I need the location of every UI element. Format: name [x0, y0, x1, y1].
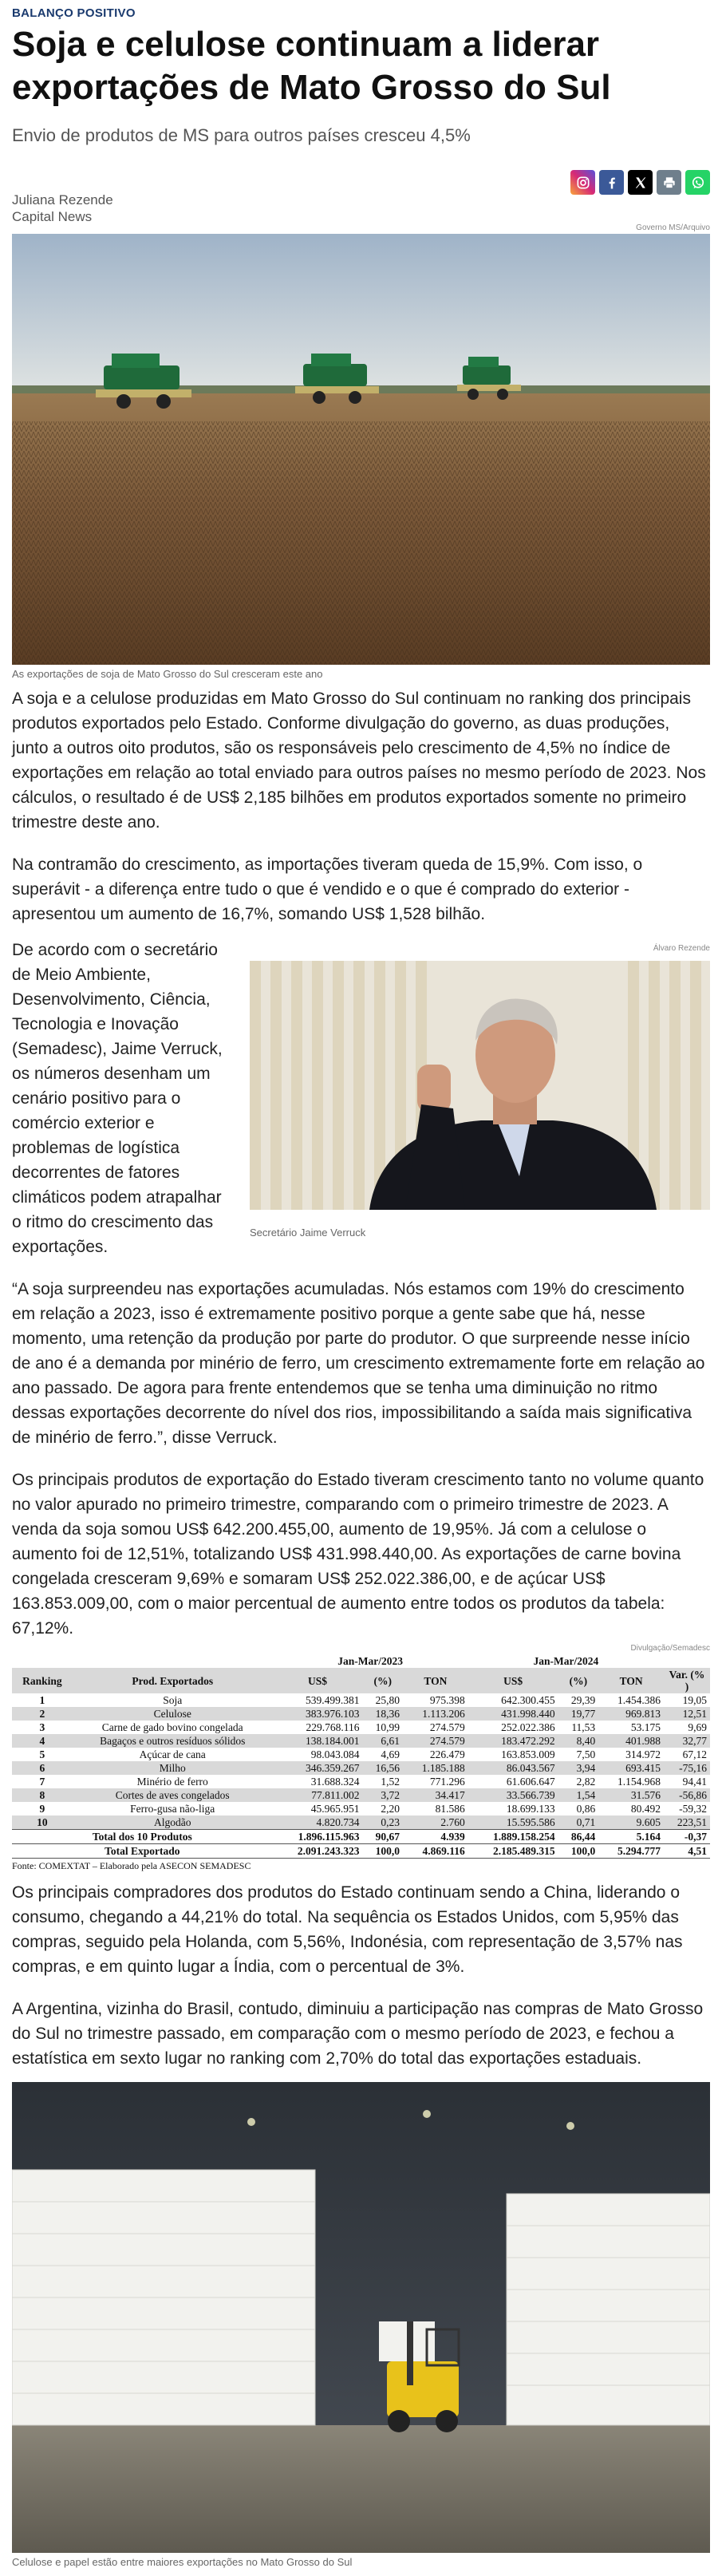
table-cell: 4.820.734 [273, 1815, 363, 1830]
table-cell: 100,0 [558, 1844, 599, 1859]
table-cell: -0,37 [664, 1830, 710, 1844]
table-row [12, 1734, 710, 1748]
table-cell: 61.606.647 [506, 1776, 555, 1788]
table-cell: 5 [39, 1748, 45, 1760]
paragraph: De acordo com o secretário de Meio Ambiente, Desenvolvimento, Ciência, Tecnologia e Inovação (Semadesc), Jaime Verruck, os números desenham um cenário positivo para o comércio exterior e problemas de logística decorrentes de fatores climáticos podem atrapalhar o ritmo do crescimento das exportações. [12, 941, 223, 1256]
facebook-icon[interactable] [599, 170, 624, 195]
paragraph: “A soja surpreendeu nas exportações acumuladas. Nós estamos com 19% do crescimento em relação a 2023, isso é extremamente positivo porque a gente sabe que há, nesse momento, uma retenção da produção por parte do produtor. O que surpreende nesse início de ano é a demanda por minério de ferro, um crescimento extremamente forte em relação ao ano passado. De agora para frente entendemos que se tenha uma diminuição no ritmo dessas exportações decorrente do nível dos rios, impossibilitando a saída mais significativa de minério de ferro.”, disse Verruck. [12, 1280, 705, 1447]
table-cell: 12,51 [664, 1707, 710, 1721]
table-cell: 0,23 [362, 1815, 403, 1830]
table-row [12, 1748, 710, 1761]
table-cell: Total dos 10 Produtos [12, 1830, 273, 1844]
table-cell: 9 [39, 1803, 45, 1815]
table-cell: 314.972 [625, 1748, 661, 1760]
outlet-name: Capital News [12, 209, 93, 224]
table-cell: 0,86 [576, 1803, 596, 1815]
paragraph: Os principais compradores dos produtos do Estado continuam sendo a China, liderando o consumo, chegando a 44,21% do total. Na sequência os Estados Unidos, com 5,95% das compras, seguido pela Holanda, com 5,56%, Indonésia, com representação de 3,57% nas compras, e em quinto lugar a Índia, com o percentual de 3%. [12, 1883, 683, 1976]
table-cell: 16,56 [362, 1761, 403, 1775]
x-icon[interactable] [628, 170, 653, 195]
table-cell: 5.164 [598, 1830, 664, 1844]
table-cell: 2,20 [381, 1803, 400, 1815]
table-cell: 67,12 [682, 1748, 707, 1760]
table-cell: 0,71 [558, 1815, 599, 1830]
table-cell: Açúcar de cana [139, 1748, 206, 1760]
secretary-photo [250, 961, 710, 1217]
article-kicker: BALANÇO POSITIVO [12, 6, 136, 20]
table-cell: 6,61 [362, 1734, 403, 1748]
table-cell: 80.492 [630, 1803, 661, 1815]
table-cell: 138.184.001 [273, 1734, 363, 1748]
table-cell: Algodão [73, 1815, 273, 1830]
table-cell: 90,67 [362, 1830, 403, 1844]
table-cell: 642.300.455 [501, 1694, 555, 1706]
table-cell: 1 [39, 1694, 45, 1706]
col-header: US$ [273, 1668, 363, 1693]
secretary-section [12, 938, 710, 1259]
table-cell: -56,86 [664, 1788, 710, 1802]
table-cell: 401.988 [598, 1734, 664, 1748]
table-cell: 2.760 [403, 1815, 468, 1830]
table-cell: 81.586 [435, 1803, 465, 1815]
table-cell: 1.113.206 [403, 1707, 468, 1721]
table-row [12, 1693, 710, 1707]
table-source: Fonte: COMEXTAT – Elaborado pela ASECON SEMADESC [12, 1858, 710, 1872]
table-cell: Minério de ferro [136, 1776, 208, 1788]
table-cell: 7 [39, 1776, 45, 1788]
table-cell: 1,54 [558, 1788, 599, 1802]
table-cell: 7,50 [576, 1748, 596, 1760]
table-cell: Carne de gado bovino congelada [101, 1721, 243, 1733]
table-cell: 183.472.292 [468, 1734, 558, 1748]
table-cell: 4,51 [664, 1844, 710, 1859]
col-header: TON [598, 1668, 664, 1693]
table-cell: 18.699.133 [506, 1803, 555, 1815]
table-cell: 274.579 [403, 1734, 468, 1748]
secretary-figure [250, 938, 710, 1245]
table-cell: 3 [39, 1721, 45, 1733]
table-cell: 1.154.968 [617, 1776, 661, 1788]
article-subtitle: Envio de produtos de MS para outros países cresceu 4,5% [12, 125, 471, 145]
table-period-row [12, 1654, 710, 1668]
period-2024: Jan-Mar/2024 [468, 1654, 664, 1668]
table-row [12, 1802, 710, 1815]
col-header: Ranking [12, 1668, 73, 1693]
table-cell: 4,69 [381, 1748, 400, 1760]
table-cell: 274.579 [429, 1721, 465, 1733]
table-cell: 5.294.777 [598, 1844, 664, 1859]
table-cell: 34.417 [403, 1788, 468, 1802]
paragraph: A Argentina, vizinha do Brasil, contudo, diminuiu a participação nas compras de Mato Grosso do Sul no trimestre passado, em comparação com o mesmo período de 2023, e fechou a estatística em sexto lugar no ranking com 2,70% do total das exportações estaduais. [12, 2000, 704, 2068]
table-cell: 229.768.116 [306, 1721, 360, 1733]
table-cell: 2.185.489.315 [468, 1844, 558, 1859]
table-cell: 1.454.386 [617, 1694, 661, 1706]
col-header: (%) [362, 1668, 403, 1693]
soybean-harvest-photo [12, 234, 710, 665]
table-cell: 86,44 [558, 1830, 599, 1844]
table-cell: 9,69 [688, 1721, 707, 1733]
table-cell: 8,40 [558, 1734, 599, 1748]
table-cell: 45.965.951 [310, 1803, 360, 1815]
period-2023: Jan-Mar/2023 [273, 1654, 468, 1668]
table-cell: 2,82 [576, 1776, 596, 1788]
article-title: Soja e celulose continuam a liderar exportações de Mato Grosso do Sul [12, 25, 611, 107]
table-row [12, 1707, 710, 1721]
table-cell: 4.869.116 [403, 1844, 468, 1859]
col-header: Var. (% ) [664, 1668, 710, 1693]
table-row [12, 1721, 710, 1734]
table-cell: Bagaços e outros resíduos sólidos [73, 1734, 273, 1748]
table-cell: Cortes de aves congelados [73, 1788, 273, 1802]
col-header: TON [403, 1668, 468, 1693]
table-cell: -75,16 [664, 1761, 710, 1775]
table-cell: 98.043.084 [310, 1748, 360, 1760]
table-cell: -59,32 [679, 1803, 707, 1815]
table-cell: 223,51 [664, 1815, 710, 1830]
paragraph: Os principais produtos de exportação do Estado tiveram crescimento tanto no volume quanto no valor apurado no primeiro trimestre, comparando com o primeiro trimestre de 2023. A venda da soja somou US$ 642.200.455,00, aumento de 19,95%. Já com a celulose o aumento foi de 12,51%, totalizando US$ 431.998.440,00. As exportações de carne bovina congelada cresceram 9,69% e somaram US$ 252.022.386,00, e de açúcar US$ 163.853.009,00, com o maior percentual de aumento entre todos os produtos da tabela: 67,12%. [12, 1471, 704, 1638]
byline [12, 192, 710, 225]
table-cell: 163.853.009 [501, 1748, 555, 1760]
table-cell: 25,80 [375, 1694, 400, 1706]
table-cell: 8 [12, 1788, 73, 1802]
photo-credit: Álvaro Rezende [653, 944, 710, 953]
cellulose-warehouse-photo [12, 2082, 710, 2553]
table-cell: 32,77 [664, 1734, 710, 1748]
table-cell: 15.595.586 [468, 1815, 558, 1830]
table-cell: 31.688.324 [310, 1776, 360, 1788]
table-cell: 693.415 [598, 1761, 664, 1775]
table-cell: 252.022.386 [501, 1721, 555, 1733]
whatsapp-icon[interactable] [685, 170, 710, 195]
table-cell: 383.976.103 [273, 1707, 363, 1721]
table-cell: 77.811.002 [273, 1788, 363, 1802]
article-body [12, 686, 710, 1641]
table-cell: 9.605 [598, 1815, 664, 1830]
table-cell: 19,05 [682, 1694, 707, 1706]
total-exported-row [12, 1844, 710, 1859]
table-cell: 10 [12, 1815, 73, 1830]
table-cell: Ferro-gusa não-liga [130, 1803, 215, 1815]
photo-caption: Secretário Jaime Verruck [250, 1227, 366, 1239]
table-cell: 3,94 [558, 1761, 599, 1775]
table-cell: 53.175 [630, 1721, 661, 1733]
photo-caption: Celulose e papel estão entre maiores exportações no Mato Grosso do Sul [12, 2556, 353, 2568]
table-cell: 4.939 [403, 1830, 468, 1844]
table-cell: 10,99 [375, 1721, 400, 1733]
table-cell: 1.896.115.963 [273, 1830, 363, 1844]
table-cell: 18,36 [362, 1707, 403, 1721]
table-cell: Milho [73, 1761, 273, 1775]
photo-credit: Governo MS/Arquivo [636, 223, 710, 232]
table-cell: 969.813 [598, 1707, 664, 1721]
col-header: US$ [468, 1668, 558, 1693]
table-cell: 431.998.440 [468, 1707, 558, 1721]
table-cell: 2.091.243.323 [273, 1844, 363, 1859]
table-cell: 3,72 [362, 1788, 403, 1802]
table-row [12, 1761, 710, 1775]
table-cell: 33.566.739 [468, 1788, 558, 1802]
article-body-continued [12, 1880, 710, 2071]
paragraph: Na contramão do crescimento, as importações tiveram queda de 15,9%. Com isso, o superávit - a diferença entre tudo o que é vendido e o que é comprado do exterior - apresentou um aumento de 16,7%, somando US$ 1,528 bilhão. [12, 855, 643, 923]
table-cell: Celulose [73, 1707, 273, 1721]
print-icon[interactable] [657, 170, 681, 195]
total-top10-row [12, 1830, 710, 1844]
exports-table [12, 1654, 710, 1858]
table-cell: 100,0 [362, 1844, 403, 1859]
author-name: Juliana Rezende [12, 192, 113, 207]
table-cell: 11,53 [571, 1721, 596, 1733]
table-cell: Total Exportado [12, 1844, 273, 1859]
table-cell: 975.398 [429, 1694, 465, 1706]
table-cell: 94,41 [682, 1776, 707, 1788]
table-cell: Soja [163, 1694, 183, 1706]
table-credit: Divulgação/Semadesc [630, 1644, 710, 1653]
table-cell: 31.576 [598, 1788, 664, 1802]
table-cell: 539.499.381 [305, 1694, 360, 1706]
photo-caption: As exportações de soja de Mato Grosso do Sul cresceram este ano [12, 668, 323, 680]
table-cell: 1.185.188 [403, 1761, 468, 1775]
table-cell: 86.043.567 [468, 1761, 558, 1775]
table-row [12, 1815, 710, 1830]
table-cell: 19,77 [558, 1707, 599, 1721]
table-cell: 1.889.158.254 [468, 1830, 558, 1844]
paragraph: A soja e a celulose produzidas em Mato Grosso do Sul continuam no ranking dos principais produtos exportados pelo Estado. Conforme divulgação do governo, as duas produções, junto a outros oito produtos, são os responsáveis pelo crescimento de 4,5% no índice de exportações em relação ao total enviado para outros países no mesmo período de 2023. Nos cálculos, o resultado é de US$ 2,185 bilhões em produtos exportados somente no primeiro trimestre deste ano. [12, 689, 706, 832]
table-row [12, 1788, 710, 1802]
table-cell: 6 [12, 1761, 73, 1775]
table-cell: 1,52 [381, 1776, 400, 1788]
instagram-icon[interactable] [570, 170, 595, 195]
table-cell: 226.479 [429, 1748, 465, 1760]
table-cell: 4 [12, 1734, 73, 1748]
table-cell: 346.359.267 [273, 1761, 363, 1775]
table-cell: 2 [12, 1707, 73, 1721]
col-header: (%) [558, 1668, 599, 1693]
col-header: Prod. Exportados [73, 1668, 273, 1693]
table-header-row [12, 1668, 710, 1693]
table-cell: 29,39 [570, 1694, 596, 1706]
table-cell: 771.296 [429, 1776, 465, 1788]
table-row [12, 1775, 710, 1788]
